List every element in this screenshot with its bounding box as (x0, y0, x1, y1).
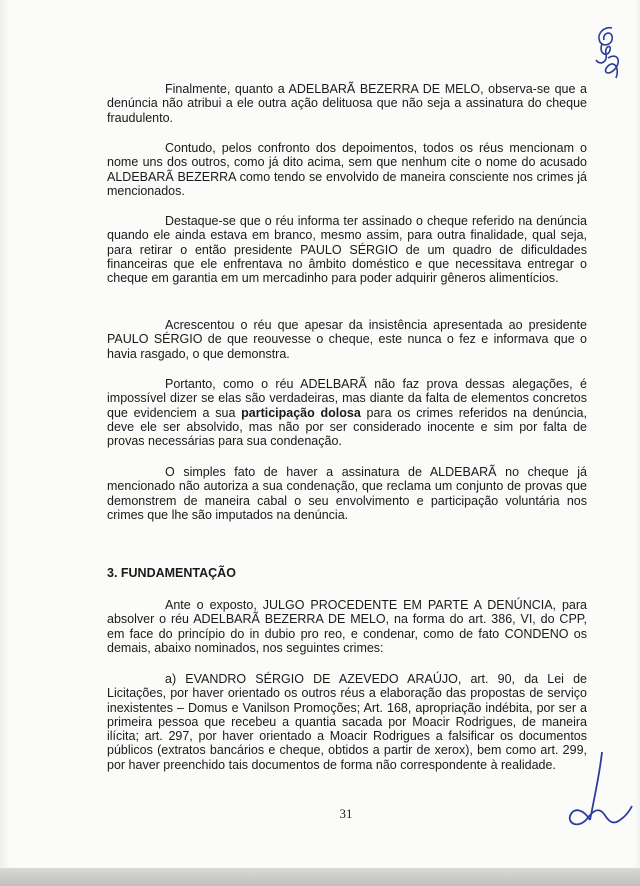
handwritten-initials-icon (582, 22, 632, 84)
scan-bottom-band (0, 868, 640, 886)
page-number: 31 (339, 806, 353, 821)
paragraph-6: O simples fato de haver a assinatura de ALDEBARÃ no cheque já mencionado não autoriza a sua condenação, que reclama um conjunto de provas que demonstrem de maneira cabal o seu envolvimento e participação voluntária nos crimes que lhe são imputados na denúncia. (107, 465, 587, 522)
section-paragraph-2: a) EVANDRO SÉRGIO DE AZEVEDO ARAÚJO, art. 90, da Lei de Licitações, por haver orientado os outros réus a elaboração das propostas de serviço inexistentes – Domus e Vanilson Promoções; Art. 168, apropriação indébita, por ser a primeira pessoa que recebeu a quantia sacada por Moacir Rodrigues, de maneira ilícita; art. 297, por haver orientado a Moacir Rodrigues a falsificar os documentos públicos (extratos bancários e cheque, obtidos a partir de xerox), bem como art. 299, por haver preenchido tais documentos de forma não correspondente à realidade. (107, 672, 587, 772)
paragraph-4: Acrescentou o réu que apesar da insistência apresentada ao presidente PAULO SÉRGIO de que reouvesse o cheque, este nunca o fez e informava que o havia rasgado, o que demonstra. (107, 318, 587, 361)
paragraph-5-start: Portanto, como o réu ADELBARÃ não faz prova dessas alegações, é impossível dizer se elas são verdadeiras, mas diante da falta de elementos concretos que evidenciem a sua (107, 377, 587, 420)
paragraph-1: Finalmente, quanto a ADELBARÃ BEZERRA DE MELO, observa-se que a denúncia não atribui a ele outra ação delituosa que não seja a assinatura do cheque fraudulento. (107, 82, 587, 125)
section-paragraph-1: Ante o exposto, JULGO PROCEDENTE EM PARTE A DENÚNCIA, para absolver o réu ADELBARÃ BEZERRA DE MELO, na forma do art. 386, VI, do CPP, em face do princípio do in dubio pro reo, e condenar, como de fato CONDENO os demais, abaixo nominados, nos seguintes crimes: (107, 598, 587, 655)
page-edge-shadow (0, 0, 10, 868)
handwritten-signature-icon (560, 750, 636, 834)
section-heading: 3. FUNDAMENTAÇÃO (107, 566, 236, 580)
paragraph-5-end: para os crimes referidos na denúncia, deve ele ser absolvido, mas não por ser considerado inocente e sim por falta de provas necessárias para sua condenação. (107, 405, 587, 449)
paragraph-5-bold: participação dolosa (241, 405, 361, 420)
paragraph-3: Destaque-se que o réu informa ter assinado o cheque referido na denúncia quando ele ainda estava em branco, mesmo assim, para outra finalidade, qual seja, para retirar o então presidente PAULO SÉRGIO de um quadro de dificuldades financeiras que ele enfrentava no âmbito doméstico e que necessitava entregar o cheque em garantia em um mercadinho para poder adquirir gêneros alimentícios. (107, 214, 587, 286)
paragraph-5 (107, 377, 587, 448)
paragraph-2: Contudo, pelos confronto dos depoimentos, todos os réus mencionam o nome uns dos outros, como já dito acima, sem que nenhum cite o nome do acusado ALDEBARÃ BEZERRA como tendo se envolvido de maneira consciente nos crimes já mencionados. (107, 141, 587, 198)
